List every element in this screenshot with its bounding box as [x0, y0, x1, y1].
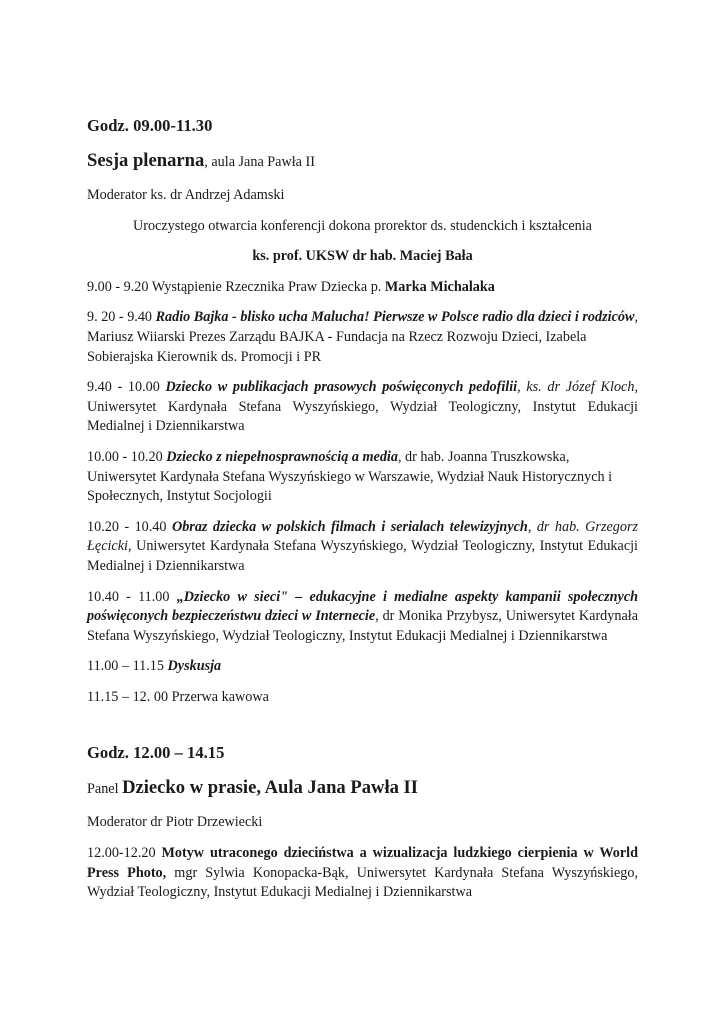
agenda-item-3-speaker: , ks. dr Józef Kloch, — [517, 379, 638, 396]
agenda-item-6-time: 10.40 - 11.00 — [87, 588, 177, 605]
panel-prefix: Panel — [87, 781, 123, 798]
agenda-item-2 — [87, 308, 638, 367]
panel-title: Dziecko w prasie, Aula Jana Pawła II — [122, 777, 419, 799]
plenary-title: Sesja plenarna — [87, 150, 205, 171]
agenda-item-6-rest: , dr Monika Przybysz, Uniwersytet Kardynała Stefana Wyszyńskiego, Wydział Teologiczny, Instytut Edukacji Medialnej i Dziennikarstwa — [87, 608, 638, 644]
session2-moderator: Moderator dr Piotr Drzewiecki — [87, 814, 263, 831]
agenda-item-1-time: 9.00 - 9.20 Wystąpienie Rzecznika Praw Dziecka p. — [87, 278, 385, 295]
panel-heading — [87, 775, 638, 802]
session1-time-heading: Godz. 09.00-11.30 — [87, 116, 213, 135]
agenda-item-3 — [87, 378, 638, 437]
plenary-heading — [87, 148, 638, 175]
agenda-item-7-title: Dyskusja — [167, 658, 222, 675]
agenda-item-6 — [87, 588, 638, 647]
agenda-item-5-time: 10.20 - 10.40 — [87, 518, 172, 535]
session1-moderator: Moderator ks. dr Andrzej Adamski — [87, 187, 285, 203]
agenda-item-2-rest: , Mariusz Wiiarski Prezes Zarządu BAJKA - Fundacja na Rzecz Rozwoju Dzieci, Izabela Sobierajska Kierownik ds. Promocji i PR — [87, 309, 638, 365]
opening-person: ks. prof. UKSW dr hab. Maciej Bała — [252, 248, 473, 265]
agenda-item-6-title: „Dziecko w sieci" – edukacyjne i medialne aspekty kampanii społecznych poświęconych bezpieczeństwu dzieci w Internecie — [87, 588, 639, 625]
agenda-item-1-name: Marka Michalaka — [384, 278, 495, 295]
agenda-item-7-time: 11.00 – 11.15 — [87, 658, 168, 675]
agenda-item-3-time: 9.40 - 10.00 — [87, 379, 166, 396]
agenda-item-5-title: Obraz dziecka w polskich filmach i serialach telewizyjnych — [171, 518, 528, 535]
agenda-item-4-rest: , dr hab. Joanna Truszkowska, Uniwersytet Kardynała Stefana Wyszyńskiego w Warszawie, Wydział Nauk Historycznych i Społecznych, Instytut Socjologii — [87, 448, 613, 505]
panel-item-1-rest: , Uniwersytet Kardynała Stefana Wyszyńskiego, Wydział Teologiczny, Instytut Edukacji Medialnej i Dziennikarstwa — [87, 864, 638, 901]
agenda-item-1 — [87, 278, 638, 298]
agenda-item-4-title: Dziecko z niepełnosprawnością a media — [166, 448, 398, 465]
agenda-item-5-speaker: , dr hab. Grzegorz Łęcicki, — [87, 518, 638, 555]
agenda-item-3-title: Dziecko w publikacjach prasowych poświęconych pedofilii — [165, 379, 518, 396]
agenda-item-8: 11.15 – 12. 00 Przerwa kawowa — [87, 688, 269, 705]
agenda-item-5 — [87, 518, 638, 577]
session2-time-heading: Godz. 12.00 – 14.15 — [87, 743, 225, 763]
agenda-item-2-title: Radio Bajka - blisko ucha Malucha! Pierwsze w Polsce radio dla dzieci i rodziców — [155, 309, 635, 326]
agenda-item-3-rest: Uniwersytet Kardynała Stefana Wyszyńskiego, Wydział Teologiczny, Instytut Edukacji Medialnej i Dziennikarstwa — [87, 398, 638, 435]
plenary-place: , aula Jana Pawła II — [204, 154, 315, 170]
panel-item-1 — [87, 844, 638, 903]
program-content — [87, 114, 638, 903]
agenda-item-4-time: 10.00 - 10.20 — [87, 448, 167, 465]
agenda-item-2-time: 9. 20 - 9.40 — [87, 309, 156, 326]
agenda-item-5-rest: Uniwersytet Kardynała Stefana Wyszyńskiego, Wydział Teologiczny, Instytut Edukacji Medialnej i Dziennikarstwa — [87, 538, 638, 574]
opening-text: Uroczystego otwarcia konferencji dokona prorektor ds. studenckich i kształcenia — [133, 217, 592, 234]
agenda-item-7 — [87, 657, 638, 677]
agenda-item-4 — [87, 448, 638, 507]
panel-item-1-title: Motyw utraconego dzieciństwa a wizualizacja ludzkiego cierpienia w World Press Photo, — [87, 845, 638, 881]
panel-item-1-speaker: mgr Sylwia Konopacka-Bąk — [166, 864, 346, 881]
panel-item-1-time: 12.00-12.20 — [87, 845, 162, 862]
